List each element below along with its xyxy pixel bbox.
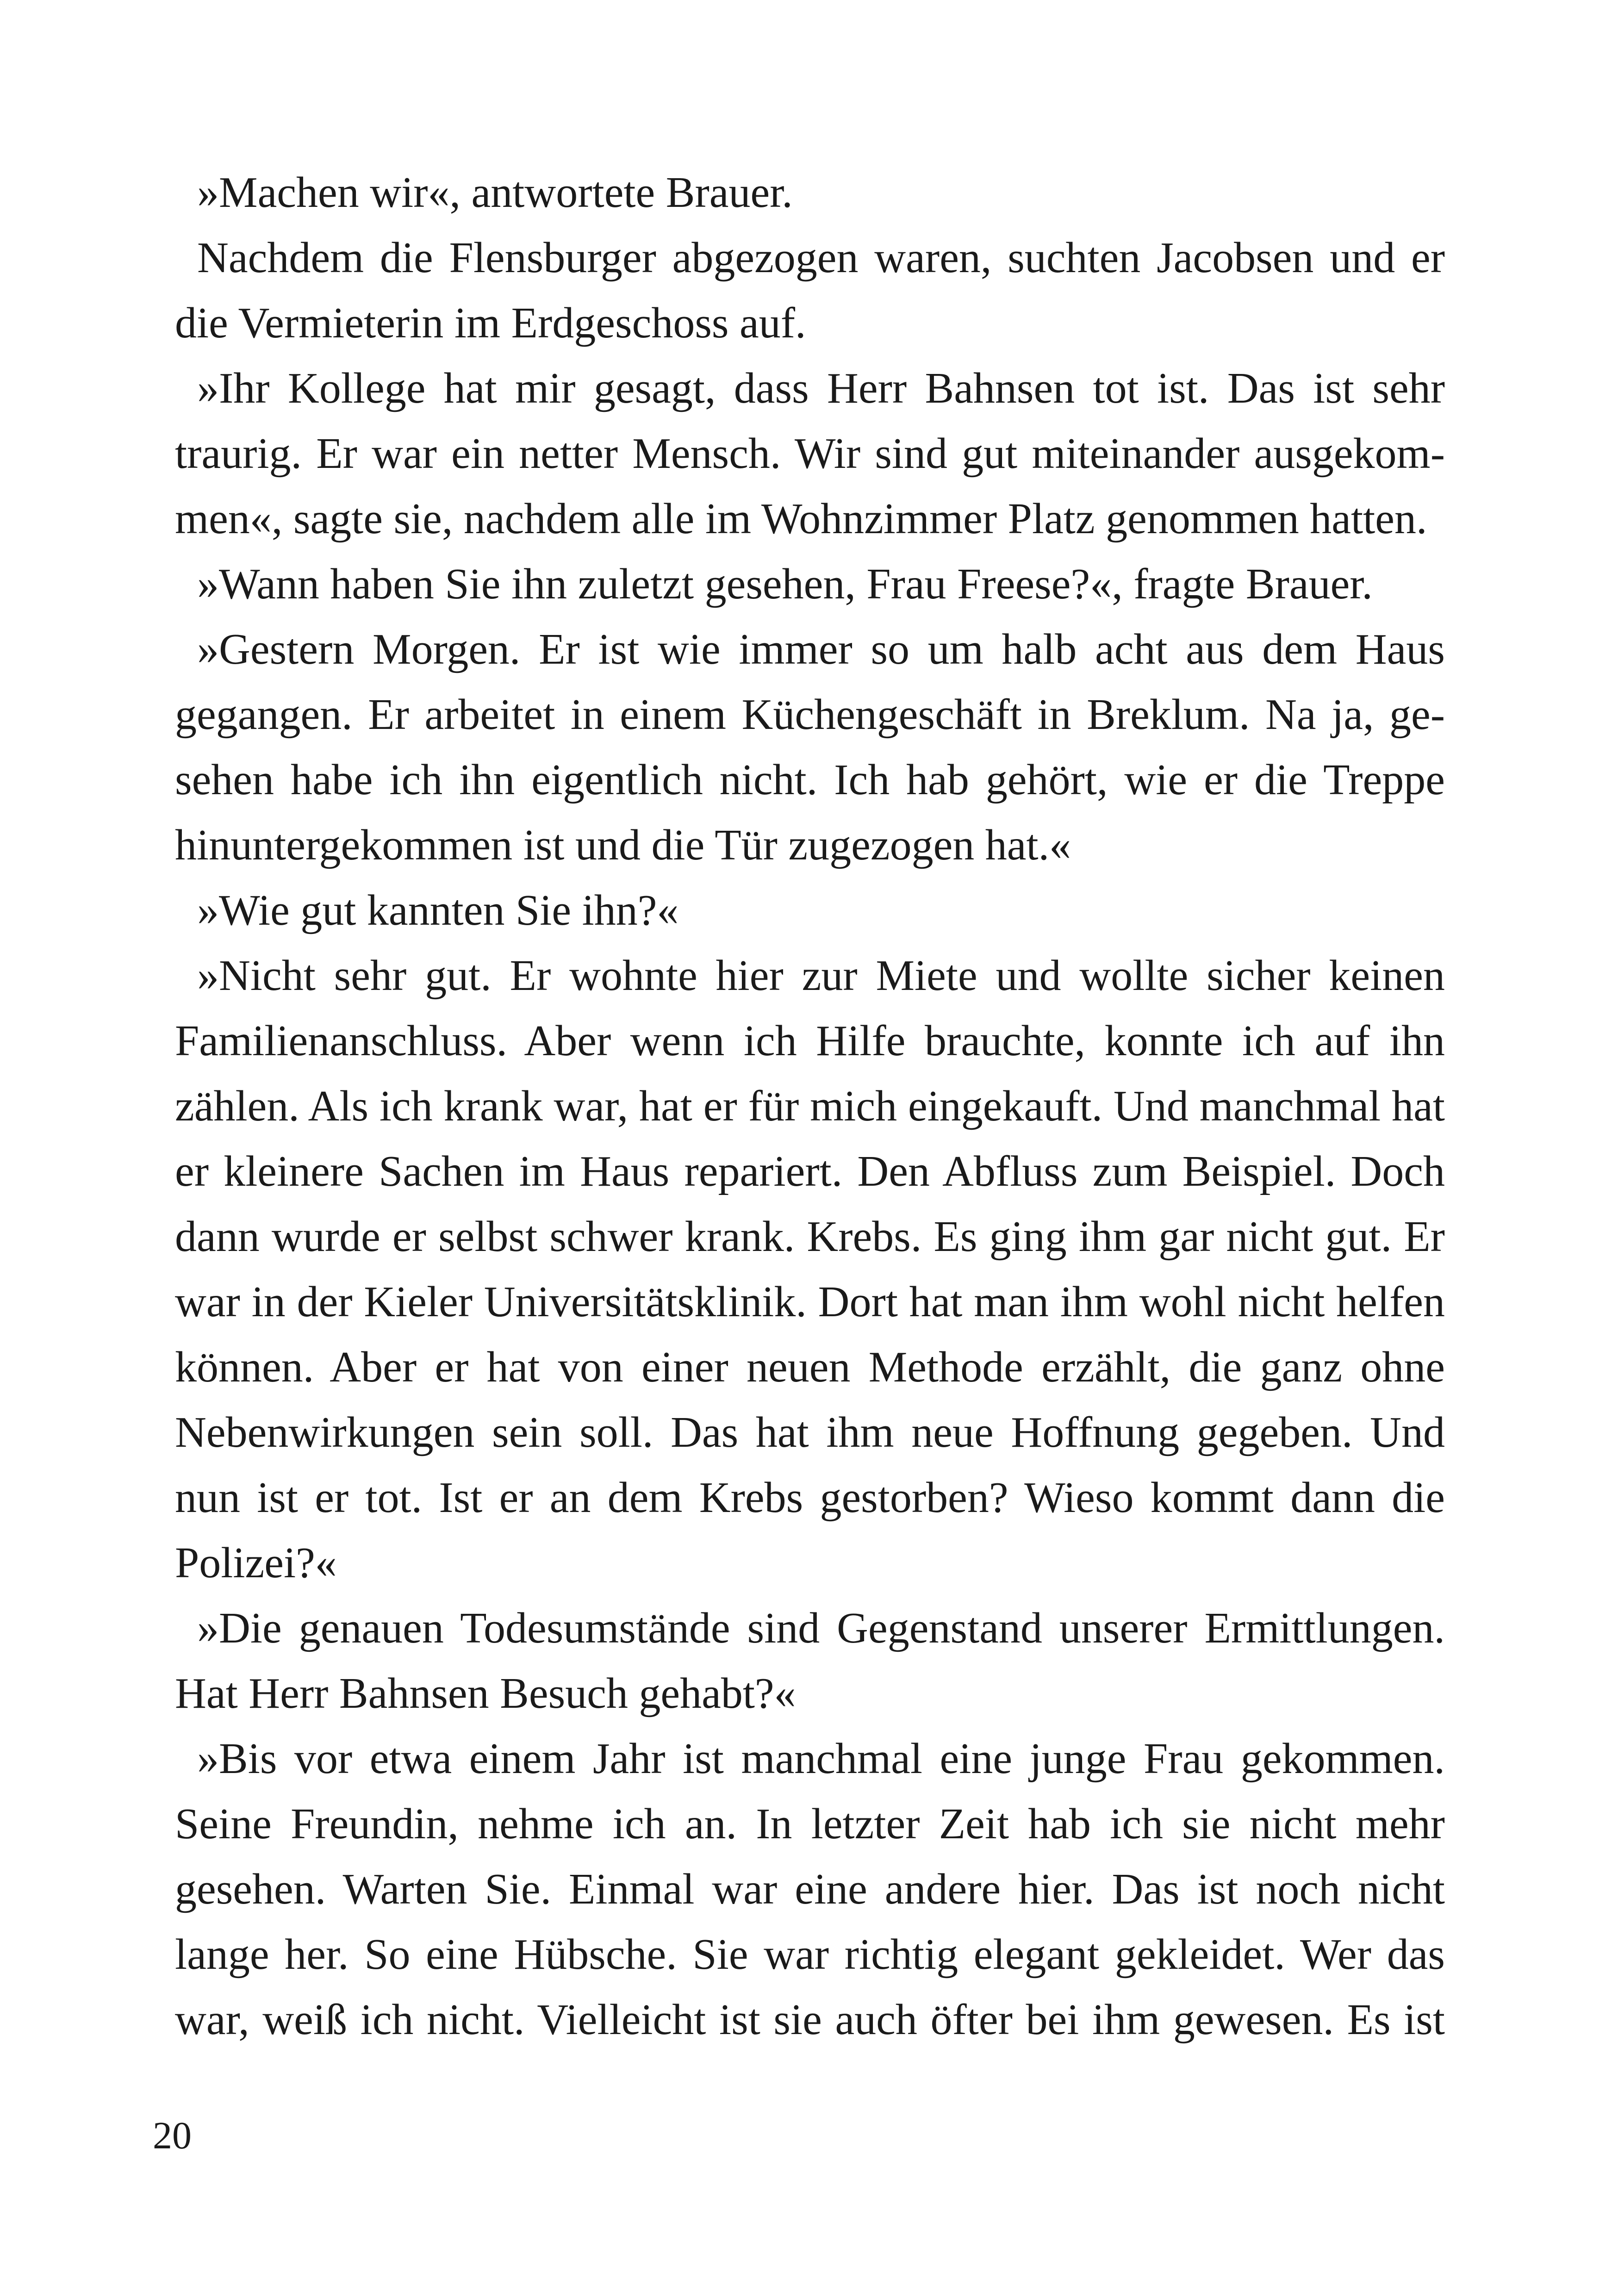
paragraph: »Nicht sehr gut. Er wohnte hier zur Miete und wollte sicher keinen Familienanschluss. Aber wenn ich Hilfe brauchte, konnte ich auf ihn zählen. Als ich krank war, hat er für mich eingekauft. Und manchmal hat er kleinere Sachen im Haus repariert. Den Abfluss zum Beispiel. Doch dann wurde er selbst schwer krank. Krebs. Es ging ihm gar nicht gut. Er war in der Kieler Universitätsklinik. Dort hat man ihm wohl nicht helfen können. Aber er hat von einer neuen Methode erzählt, die ganz ohne Nebenwirkungen sein soll. Das hat ihm neue Hoffnung gegeben. Und nun ist er tot. Ist er an dem Krebs gestorben? Wieso kommt dann die Polizei?« [175,952,1445,1587]
paragraph-last: »Bis vor etwa einem Jahr ist manchmal eine junge Frau gekommen. Seine Freundin, nehme ich an. In letzter Zeit hab ich sie nicht mehr gesehen. Warten Sie. Einmal war eine andere hier. Das ist noch nicht lange her. So eine Hübsche. Sie war richtig elegant gekleidet. Wer das war, weiß ich nicht. Vielleicht ist sie auch öfter bei ihm gewesen. Es ist [175,1735,1445,2044]
body-text [175,160,1445,2053]
paragraph: »Machen wir«, antwortete Brauer. [197,168,793,217]
paragraph: »Wie gut kannten Sie ihn?« [197,886,679,934]
page-number: 20 [153,2114,192,2157]
paragraph: »Gestern Morgen. Er ist wie immer so um halb acht aus dem Haus gegangen. Er arbeitet in einem Küchengeschäft in Breklum. Na ja, gesehen habe ich ihn eigentlich nicht. Ich hab gehört, wie er die Treppe hinuntergekommen ist und die Tür zugezogen hat.« [175,625,1445,869]
paragraph: »Die genauen Todesumstände sind Gegenstand unserer Ermittlungen. Hat Herr Bahnsen Besuch gehabt?« [175,1604,1445,1717]
paragraph: »Ihr Kollege hat mir gesagt, dass Herr Bahnsen tot ist. Das ist sehr traurig. Er war ein netter Mensch. Wir sind gut miteinander ausgekommen«, sagte sie, nachdem alle im Wohnzimmer Platz genommen hatten. [175,364,1445,543]
paragraph: »Wann haben Sie ihn zuletzt gesehen, Frau Freese?«, fragte Brauer. [197,560,1373,608]
paragraph: Nachdem die Flensburger abgezogen waren, suchten Jacobsen und er die Vermieterin im Erdgeschoss auf. [175,234,1445,347]
